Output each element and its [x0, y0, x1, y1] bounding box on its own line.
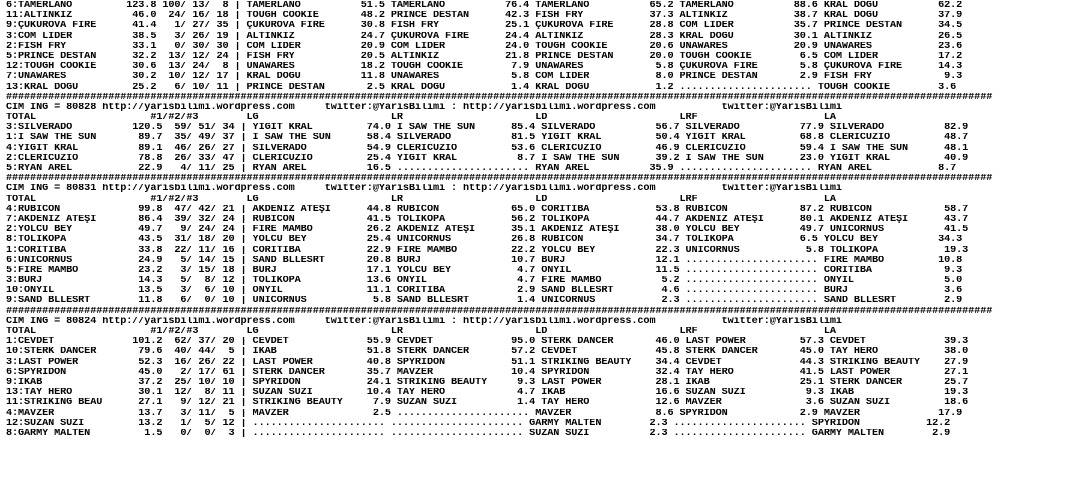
result-row: 8:GARMY MALTEN 1.5 0/ 0/ 3 | ...................... ...................... SUZAN SUZİ 2.3 ...................... GARMY MALTEN 2.9: [6, 428, 951, 439]
result-row: 7:AKDENİZ ATEŞİ 86.4 39/ 32/ 24 | RUBICON 41.5 TOLİKOPA 56.2 TOLİKOPA 44.7 AKDENİZ ATEŞİ 80.1 AKDENİZ ATEŞİ 43.7: [6, 214, 969, 225]
separator-row: ####################################################################################################################################################################: [6, 306, 993, 317]
race-header-row: CIM ING = 80831 http://yarisbilimi.wordpress.com twitter:@YarisBilimi : http://yarisbilimi.wordpress.com twitter:@YarisBilimi: [6, 184, 842, 195]
result-row: 6:UNICORNUS 24.9 5/ 14/ 15 | SAND BLLESRT 20.8 BURJ 10.7 BURJ 12.1 ...................... FIRE MAMBO 10.8: [6, 255, 963, 266]
result-row: 12:SUZAN SUZİ 13.2 1/ 5/ 12 | ...................... ...................... GARMY MALTEN 2.3 ...................... SPYRIDON 12.2: [6, 418, 951, 429]
result-row: 3:COM LIDER 38.5 3/ 26/ 19 | ALTINKIZ 24.7 ÇUKUROVA FIRE 24.4 ALTINKIZ 28.3 KRAL DOĞU 30.1 ALTINKIZ 26.5: [6, 31, 963, 42]
result-row: 2:CLERICUZIO 78.8 26/ 33/ 47 | CLERICUZIO 25.4 YİĞİT KRAL 8.7 I SAW THE SUN 39.2 I SAW THE SUN 23.0 YİĞİT KRAL 40.9: [6, 153, 969, 164]
result-row: 5:RYAN AREL 22.9 4/ 11/ 25 | RYAN AREL 16.5 ...................... RYAN AREL 35.9 ...................... RYAN AREL 8.7: [6, 164, 957, 174]
result-row: 9:İKAB 37.2 25/ 10/ 10 | SPYRIDON 24.1 STRIKING BEAUTY 9.3 LAST POWER 28.1 İKAB 25.1 STERK DANCER 25.7: [6, 377, 969, 388]
result-row: 4:YİĞİT KRAL 89.1 46/ 26/ 27 | SILVERADO 54.9 CLERICUZIO 53.6 CLERICUZIO 46.9 CLERICUZIO 59.4 I SAW THE SUN 48.1: [6, 143, 969, 154]
result-row: 11:STRIKING BEAU 27.1 9/ 12/ 21 | STRIKING BEAUTY 7.9 SUZAN SUZİ 1.4 TAY HERO 12.6 MAVZER 3.6 SUZAN SUZİ 18.6: [6, 398, 969, 409]
result-row: 8:TOLİKOPA 43.5 31/ 18/ 20 | YOLCU BEY 25.4 UNICORNUS 26.8 RUBICON 34.7 TOLİKOPA 6.5 YOLCU BEY 34.3: [6, 235, 963, 246]
result-row: 6:SPYRIDON 45.0 2/ 17/ 61 | STERK DANCER 35.7 MAVZER 10.4 SPYRIDON 32.4 TAY HERO 41.5 LAST POWER 27.1: [6, 367, 969, 378]
result-row: 5:FIRE MAMBO 23.2 3/ 15/ 18 | BURJ 17.1 YOLCU BEY 4.7 ONYIL 11.5 ...................... CORITIBA 9.3: [6, 265, 963, 276]
column-header-row: TOTAL #1/#2/#3 LG LR LD LRF LA: [6, 194, 836, 205]
result-row: 13:TAY HERO 30.1 12/ 8/ 11 | SUZAN SUZİ 10.4 TAY HERO 4.7 İKAB 16.6 SUZAN SUZİ 9.3 İKAB 19.3: [6, 388, 969, 399]
race-header-row: CIM ING = 80828 http://yarisbilimi.wordpress.com twitter:@YarisBilimi : http://yarisbilimi.wordpress.com twitter:@YarisBilimi: [6, 102, 842, 113]
result-row: 4:RUBICON 99.8 47/ 42/ 21 | AKDENİZ ATEŞİ 44.8 RUBICON 65.0 CORITIBA 53.8 RUBICON 87.2 RUBICON 58.7: [6, 204, 969, 215]
result-row: 10:STERK DANCER 79.6 40/ 44/ 5 | İKAB 51.8 STERK DANCER 57.2 CEVDET 45.8 STERK DANCER 45.0 TAY HERO 38.0: [6, 347, 969, 358]
result-row: 3:LAST POWER 52.3 16/ 26/ 22 | LAST POWER 40.8 SPYRIDON 51.1 STRIKING BEAUTY 34.4 CEVDET 44.3 STRIKING BEAUTY 27.9: [6, 357, 969, 368]
result-row: 1:CORITIBA 33.8 22/ 11/ 16 | CORITIBA 22.9 FIRE MAMBO 22.2 YOLCU BEY 22.3 UNICORNUS 5.8 TOLİKOPA 19.3: [6, 245, 969, 256]
result-row: 2:YOLCU BEY 49.7 9/ 24/ 24 | FIRE MAMBO 26.2 AKDENİZ ATEŞİ 35.1 AKDENİZ ATEŞİ 38.0 YOLCU BEY 49.7 UNICORNUS 41.5: [6, 225, 969, 236]
result-row: 11:ALTINKIZ 46.0 24/ 16/ 18 | TOUGH COOKIE 48.2 PRINCE DESTAN 42.3 FISH FRY 37.3 ALTINKIZ 38.7 KRAL DOĞU 37.9: [6, 11, 963, 22]
result-row: 3:BURJ 14.3 5/ 8/ 12 | TOLİKOPA 13.6 ONYIL 4.7 FIRE MAMBO 5.2 ...................... ONYIL 5.0: [6, 276, 963, 287]
result-row: 13:KRAL DOĞU 25.2 6/ 10/ 11 | PRINCE DESTAN 2.5 KRAL DOĞU 1.4 KRAL DOĞU 1.2 ...................... TOUGH COOKIE 3.6: [6, 82, 957, 93]
result-row: 2:FISH FRY 33.1 0/ 30/ 30 | COM LIDER 20.9 COM LIDER 24.0 TOUGH COOKIE 20.6 UNAWARES 20.9 UNAWARES 23.6: [6, 41, 963, 52]
column-header-row: TOTAL #1/#2/#3 LG LR LD LRF LA: [6, 113, 836, 124]
result-row: 1:I SAW THE SUN 89.7 35/ 49/ 37 | I SAW THE SUN 58.4 SILVERADO 81.5 YİĞİT KRAL 50.4 YİĞİT KRAL 68.8 CLERICUZIO 48.7: [6, 133, 969, 144]
separator-row: ####################################################################################################################################################################: [6, 174, 993, 185]
results-sheet: [6, 1, 1072, 491]
result-row: 9:SAND BLLESRT 11.8 6/ 0/ 10 | UNICORNUS 5.8 SAND BLLESRT 1.4 UNICORNUS 2.3 ...................... SAND BLLESRT 2.9: [6, 296, 963, 307]
result-row: 7:UNAWARES 30.2 10/ 12/ 17 | KRAL DOĞU 11.8 UNAWARES 5.8 COM LIDER 8.0 PRINCE DESTAN 2.9 FISH FRY 9.3: [6, 72, 963, 83]
result-row: 3:SILVERADO 120.5 59/ 51/ 34 | YİĞİT KRAL 74.0 I SAW THE SUN 85.4 SILVERADO 56.7 SILVERADO 77.9 SILVERADO 82.9: [6, 123, 969, 134]
result-row: 9:ÇUKUROVA FIRE 41.4 1/ 27/ 35 | ÇUKUROVA FIRE 30.8 FISH FRY 25.1 ÇUKUROVA FIRE 28.8 COM LIDER 35.7 PRINCE DESTAN 34.5: [6, 21, 963, 32]
result-row: 10:ONYIL 13.5 3/ 6/ 10 | ONYIL 11.1 CORITIBA 2.9 SAND BLLESRT 4.6 ...................... BURJ 3.6: [6, 286, 963, 297]
result-row: 12:TOUGH COOKIE 30.6 13/ 24/ 8 | UNAWARES 18.2 TOUGH COOKIE 7.9 UNAWARES 5.8 ÇUKUROVA FIRE 5.8 ÇUKUROVA FIRE 14.3: [6, 62, 963, 73]
column-header-row: TOTAL #1/#2/#3 LG LR LD LRF LA: [6, 327, 836, 337]
result-row: 1:CEVDET 101.2 62/ 37/ 20 | CEVDET 55.9 CEVDET 95.0 STERK DANCER 46.0 LAST POWER 57.3 CEVDET 39.3: [6, 337, 969, 348]
result-row: 6:TAMERLANO 123.8 100/ 13/ 8 | TAMERLANO 51.5 TAMERLANO 76.4 TAMERLANO 65.2 TAMERLANO 88.6 KRAL DOĞU 62.2: [6, 1, 963, 11]
separator-row: ####################################################################################################################################################################: [6, 92, 993, 103]
result-row: 4:MAVZER 13.7 3/ 11/ 5 | MAVZER 2.5 ...................... MAVZER 8.6 SPYRIDON 2.9 MAVZER 17.9: [6, 408, 963, 419]
result-row: 5:PRINCE DESTAN 32.2 13/ 12/ 24 | FISH FRY 20.5 ALTINKIZ 21.8 PRINCE DESTAN 20.0 TOUGH COOKIE 6.5 COM LIDER 17.2: [6, 51, 963, 62]
race-header-row: CIM ING = 80824 http://yarisbilimi.wordpress.com twitter:@YarisBilimi : http://yarisbilimi.wordpress.com twitter:@YarisBilimi: [6, 316, 842, 327]
